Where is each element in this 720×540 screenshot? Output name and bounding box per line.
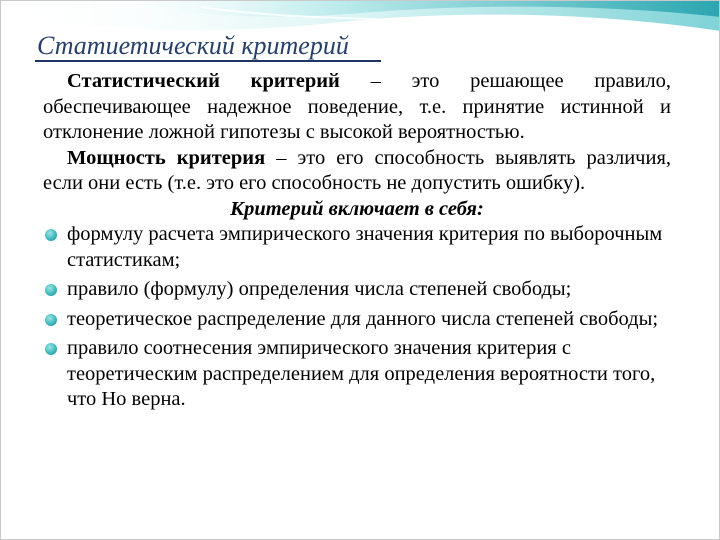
round-bullet-icon: [45, 314, 57, 326]
round-bullet-icon: [45, 229, 57, 241]
list-item: [43, 277, 671, 303]
term-statistical-criterion: Статистический критерий: [67, 70, 340, 92]
definition-text: – это его способность выявлять различия, если они есть (т.е. это его способность не допустить ошибку).: [43, 146, 671, 194]
definition-criterion-power: [43, 146, 671, 197]
list-item: [43, 307, 671, 333]
list-item-text: правило соотнесения эмпирического значения критерия с теоретическим распределением для определения вероятности того, что Но верна.: [67, 337, 656, 410]
criterion-components-list: [43, 222, 671, 413]
title-underline: [35, 60, 381, 62]
list-item-text: правило (формулу) определения числа степеней свободы;: [67, 278, 572, 300]
list-item: [43, 222, 671, 273]
definition-text: – это решающее правило, обеспечивающее надежное поведение, т.е. принятие истинной и отклонение ложной гипотезы с высокой вероятностью.: [43, 70, 671, 143]
term-criterion-power: Мощность критерия: [67, 146, 266, 169]
list-item-text: теоретическое распределение для данного числа степеней свободы;: [67, 307, 659, 330]
round-bullet-icon: [45, 343, 57, 355]
slide-title: Статиетический критерий: [37, 31, 349, 60]
definition-statistical-criterion: [43, 69, 671, 146]
slide-content: [43, 69, 671, 417]
list-item: [43, 336, 671, 413]
criterion-includes-heading: Критерий включает в себя:: [230, 197, 484, 220]
round-bullet-icon: [45, 284, 57, 296]
list-item-text: формулу расчета эмпирического значения критерия по выборочным статистикам;: [67, 223, 663, 271]
